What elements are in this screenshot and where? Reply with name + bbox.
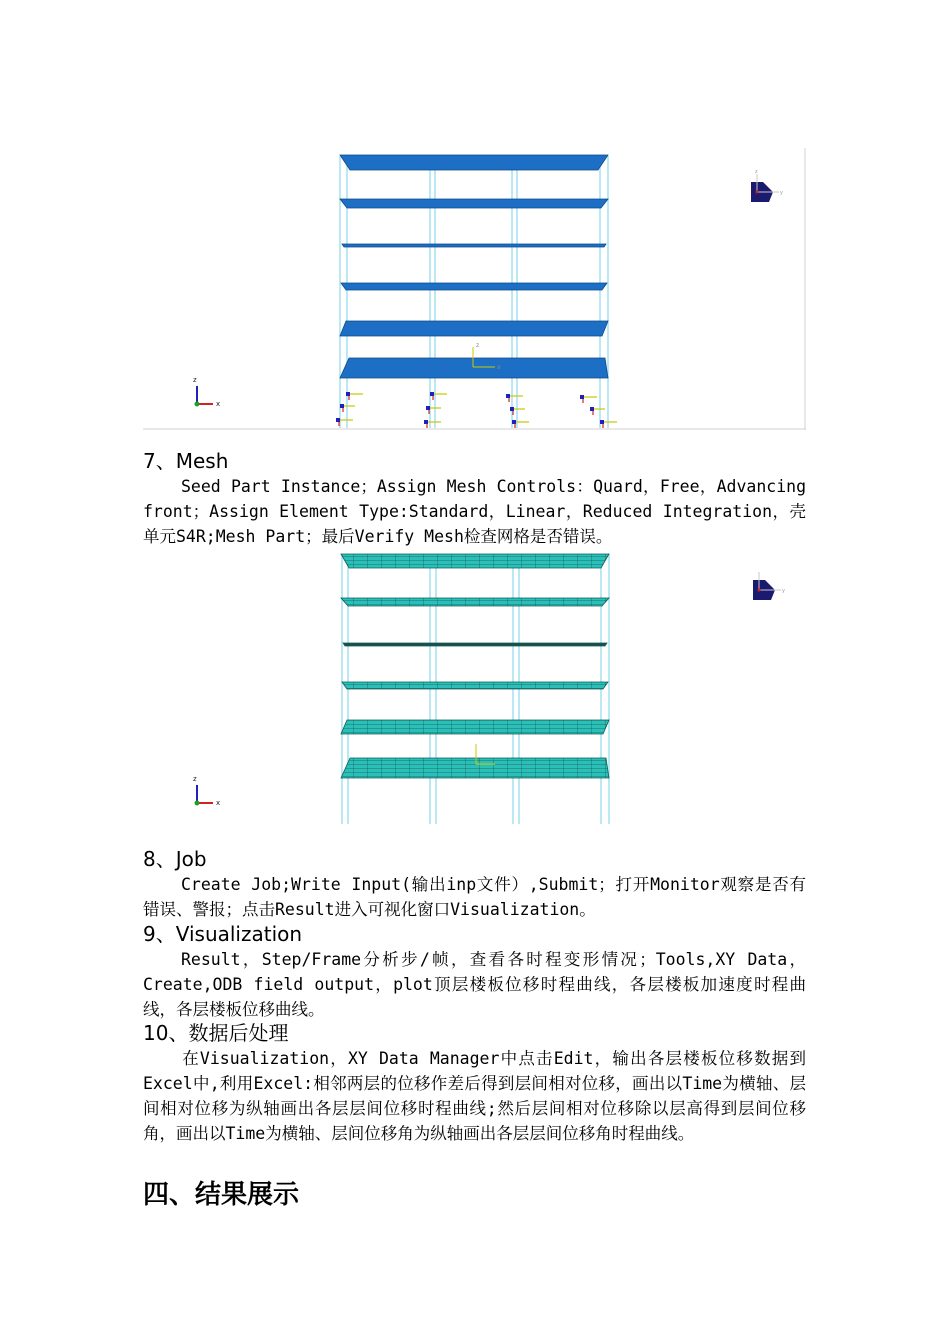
- slab-4: [342, 244, 606, 247]
- paragraph-mesh-text: Seed Part Instance；Assign Mesh Controls：Quard，Free，Advancing front；Assign Element Type:Standard，Linear，Reduced Integration，壳单元S4R;Mesh Part；最后Verify Mesh检查网格是否错误。: [143, 477, 806, 546]
- slab-5: [340, 199, 608, 208]
- slab-1: [340, 358, 608, 378]
- mesh-slab-3: [342, 682, 608, 689]
- figure-frame-model: [143, 148, 806, 430]
- part-triad-z-label: z: [476, 342, 480, 349]
- part-triad-x-label: x: [497, 364, 501, 371]
- paragraph-postprocessing-text: 在Visualization，XY Data Manager中点击Edit，输出各层楼板位移数据到Excel中,利用Excel:相邻两层的位移作差后得到层间相对位移，画出以Time为横轴、层间相对位移为纵轴画出各层层间位移时程曲线;然后层间相对位移除以层高得到层间位移角，画出以Time为横轴、层间位移角为纵轴画出各层层间位移角时程曲线。: [143, 1049, 806, 1143]
- mesh-slab-roof: [341, 554, 609, 568]
- frame-model-render: [143, 148, 806, 430]
- paragraph-mesh: [143, 474, 806, 549]
- section-heading-job: 8、Job: [143, 847, 207, 871]
- mesh-slab-4: [343, 643, 607, 646]
- mesh-slab-5: [341, 598, 609, 606]
- paragraph-visualization-text: Result，Step/Frame分析步/帧，查看各时程变形情况；Tools,XY Data，Create,ODB field output，plot顶层楼板位移时程曲线，各层楼板加速度时程曲线，各层楼板位移曲线。: [143, 950, 806, 1019]
- mesh-view-cube-y-label: y: [782, 588, 785, 594]
- paragraph-job: [143, 872, 806, 922]
- slab-3: [341, 283, 607, 290]
- section-heading-visualization: 9、Visualization: [143, 922, 303, 946]
- paragraph-postprocessing: [143, 1046, 806, 1146]
- figure-meshed-model: [143, 548, 806, 826]
- mesh-slab-2: [341, 720, 609, 734]
- mesh-axis-z-label: z: [193, 775, 197, 783]
- mesh-axis-x-label: x: [216, 799, 221, 807]
- slab-2: [340, 321, 608, 336]
- slab-roof: [340, 155, 608, 170]
- meshed-model-render: [143, 548, 806, 826]
- view-cube-y-label: y: [780, 190, 783, 196]
- section-heading-mesh: 7、Mesh: [143, 449, 229, 473]
- view-cube-z-label: z: [755, 169, 758, 175]
- section-heading-results: 四、结果展示: [143, 1180, 300, 1210]
- axis-x-label: x: [216, 400, 221, 408]
- section-heading-postprocessing: 10、数据后处理: [143, 1021, 289, 1045]
- paragraph-job-text: Create Job;Write Input(输出inp文件）,Submit；打开Monitor观察是否有错误、警报；点击Result进入可视化窗口Visualization。: [143, 875, 806, 919]
- mesh-slab-1: [341, 758, 609, 778]
- paragraph-visualization: [143, 947, 806, 1022]
- axis-z-label: z: [193, 376, 197, 384]
